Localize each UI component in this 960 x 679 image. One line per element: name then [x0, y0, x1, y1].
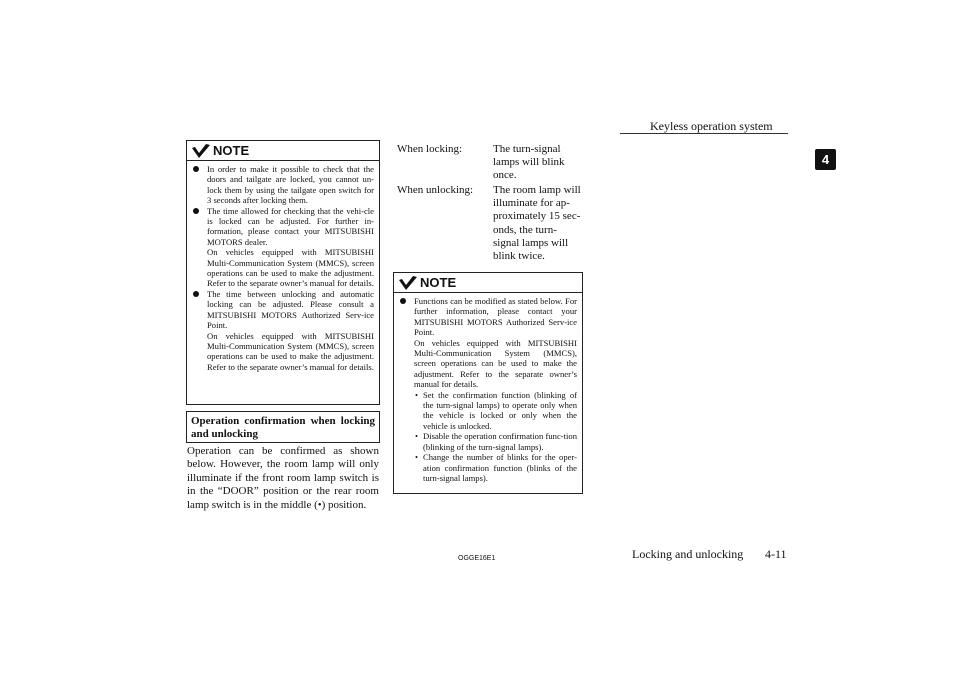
- note-bullet-item: [193, 289, 374, 372]
- lamp-row-label-unlocking: When unlocking:: [397, 184, 474, 196]
- lamp-row-value-unlocking: The room lamp will illuminate for ap-proximately 15 sec-onds, the turn-signal lamps will blink twice.: [493, 184, 581, 263]
- note-paragraph: The time allowed for checking that the vehi-cle is locked can be adjusted. For further in-formation, please contact your MITSUBISHI MOTORS dealer.: [207, 205, 374, 247]
- note-label: NOTE: [420, 275, 457, 290]
- bullet-dot-icon: [400, 298, 406, 304]
- note-bullet-item: [193, 164, 374, 206]
- note-paragraph: Functions can be modified as stated below. For further information, please contact your MITSUBISHI MOTORS Authorized Serv-ice Point.: [414, 296, 577, 338]
- lamp-row-label-locking: When locking:: [397, 143, 463, 155]
- note-paragraph: In order to make it possible to check that the doors and tailgate are locked, you cannot un-lock them by using the tailgate open switch for 3 seconds after locking them.: [207, 164, 374, 206]
- note-paragraph: The time between unlocking and automatic locking can be adjusted. Please consult a MITSUBISHI MOTORS Authorized Serv-ice Point.: [207, 288, 374, 331]
- sub-bullet-mark: •: [415, 431, 419, 442]
- note-sub-paragraph: Disable the operation confirmation func-tion (blinking of the turn-signal lamps).: [423, 431, 577, 452]
- note-pencil-icon: [191, 143, 211, 159]
- footer-document-code: OGGE16E1: [458, 555, 496, 562]
- note-bullet-item: [193, 206, 374, 289]
- lamp-row-value-locking: The turn-signal lamps will blink once.: [493, 143, 565, 182]
- section-heading: Operation confirmation when locking and unlocking: [186, 411, 380, 443]
- note-sub-item: [400, 452, 577, 483]
- note-header: [394, 273, 582, 293]
- bullet-dot-icon: [193, 208, 199, 214]
- bullet-dot-icon: [193, 166, 199, 172]
- note-paragraph: On vehicles equipped with MITSUBISHI Multi-Communication System (MMCS), screen operations can be used to make the adjustment. Refer to the separate owner’s manual for details.: [207, 247, 374, 289]
- note-label: NOTE: [213, 143, 250, 158]
- note-paragraph: On vehicles equipped with MITSUBISHI Multi-Communication System (MMCS), screen operations can be used to make the adjustment. Refer to the separate owner’s manual for details.: [207, 330, 374, 372]
- note-sub-item: [400, 431, 577, 452]
- right-note-box: [393, 272, 583, 494]
- note-sub-paragraph: Set the confirmation function (blinking of the turn-signal lamps) to operate only when the vehicle is locked or only when the vehicle is unlocked.: [423, 389, 577, 431]
- chapter-tab: 4: [815, 149, 836, 170]
- sub-bullet-mark: •: [415, 452, 419, 463]
- running-header-title: Keyless operation system: [650, 119, 773, 133]
- section-body-text: Operation can be confirmed as shown below. However, the room lamp will only illuminate if the front room lamp switch is in the “DOOR” position or the rear room lamp switch is in the middle (•) position.: [187, 445, 379, 511]
- note-pencil-icon: [398, 275, 418, 291]
- note-sub-item: [400, 390, 577, 432]
- note-paragraph: On vehicles equipped with MITSUBISHI Multi-Communication System (MMCS), screen operations can be used to make the adjustment. Refer to the separate owner’s manual for details.: [414, 337, 577, 390]
- note-header: [187, 141, 379, 161]
- right-note-body: [394, 293, 582, 487]
- left-note-body: [187, 161, 379, 376]
- left-note-box: [186, 140, 380, 405]
- bullet-dot-icon: [193, 291, 199, 297]
- note-sub-paragraph: Change the number of blinks for the oper-ation confirmation function (blinks of the turn-signal lamps).: [423, 452, 577, 483]
- page-number: 4-11: [765, 547, 787, 561]
- note-bullet-item: [400, 296, 577, 390]
- sub-bullet-mark: •: [415, 389, 419, 400]
- header-rule: [620, 133, 788, 134]
- footer-section-title: Locking and unlocking: [632, 547, 744, 561]
